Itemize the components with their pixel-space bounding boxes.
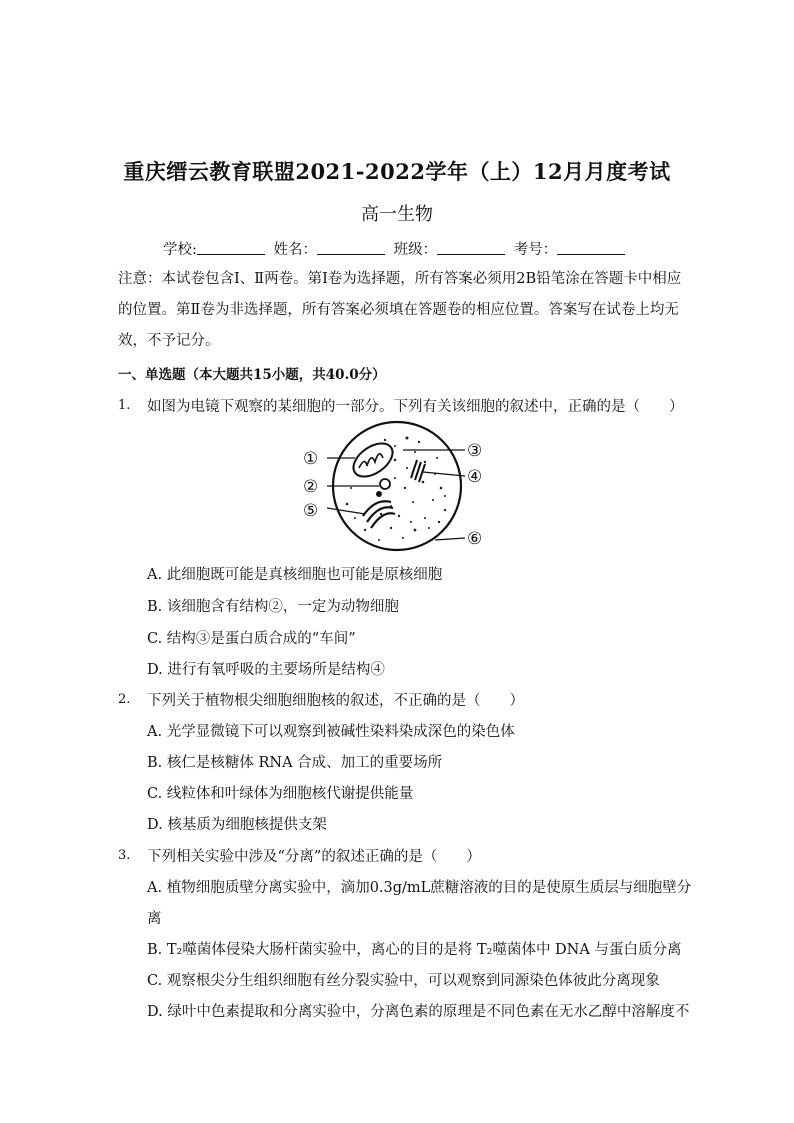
question-number: 3.: [118, 848, 131, 863]
class-blank[interactable]: [437, 241, 505, 255]
option-d[interactable]: D. 核基质为细胞核提供支架: [147, 817, 327, 833]
name-label: 姓名：: [273, 242, 317, 258]
option-b[interactable]: B. 该细胞含有结构②，一定为动物细胞: [147, 599, 399, 615]
option-d[interactable]: D. 绿叶中色素提取和分离实验中，分离色素的原理是不同色素在无水乙醇中溶解度不: [147, 1004, 690, 1020]
school-blank[interactable]: [197, 241, 265, 255]
figure-label: ③: [467, 441, 483, 461]
option-c[interactable]: C. 结构③是蛋白质合成的“车间”: [147, 631, 356, 647]
name-blank[interactable]: [317, 241, 385, 255]
exam-no-blank[interactable]: [557, 241, 625, 255]
figure-label: ⑤: [303, 501, 319, 521]
figure-label: ④: [467, 467, 483, 487]
exam-no-label: 考号：: [513, 242, 558, 258]
option-d[interactable]: D. 进行有氧呼吸的主要场所是结构④: [147, 662, 385, 678]
exam-subtitle: 高一生物: [361, 204, 433, 225]
question-stem: 下列关于植物根尖细胞细胞核的叙述，不正确的是（ ）: [147, 693, 524, 709]
option-b[interactable]: B. 核仁是核糖体 RNA 合成、加工的重要场所: [147, 755, 443, 771]
figure-label: ⑥: [467, 529, 483, 549]
option-c[interactable]: C. 线粒体和叶绿体为细胞核代谢提供能量: [147, 786, 414, 802]
question-stem: 下列相关实验中涉及“分离”的叙述正确的是（ ）: [147, 849, 481, 865]
section-title: 一、单选题（本大题共15小题，共40.0分）: [118, 367, 386, 383]
school-label: 学校:: [163, 242, 197, 258]
option-b[interactable]: B. T₂噬菌体侵染大肠杆菌实验中，离心的目的是将 T₂噬菌体中 DNA 与蛋白质分离: [147, 942, 682, 958]
option-a[interactable]: A. 植物细胞质壁分离实验中，滴加0.3g/mL蔗糖溶液的目的是使原生质层与细胞壁分: [147, 880, 692, 896]
class-label: 班级：: [393, 242, 438, 258]
option-a[interactable]: A. 此细胞既可能是真核细胞也可能是原核细胞: [147, 567, 443, 583]
student-info-line: [163, 238, 629, 259]
option-c[interactable]: C. 观察根尖分生组织细胞有丝分裂实验中，可以观察到同源染色体彼此分离现象: [147, 973, 660, 989]
option-a[interactable]: A. 光学显微镜下可以观察到被碱性染料染成深色的染色体: [147, 724, 515, 740]
figure-label: ①: [303, 449, 319, 469]
question-stem: 如图为电镜下观察的某细胞的一部分。下列有关该细胞的叙述中，正确的是（ ）: [147, 399, 684, 415]
figure-label: ②: [303, 477, 319, 497]
option-a-continued[interactable]: 离: [147, 911, 162, 927]
cell-diagram: [295, 418, 495, 558]
question-number: 1.: [118, 398, 131, 413]
exam-title: 重庆缙云教育联盟2021-2022学年（上）12月月度考试: [123, 159, 671, 184]
question-number: 2.: [118, 692, 131, 707]
exam-notice: 注意：本试卷包含Ⅰ、Ⅱ两卷。第Ⅰ卷为选择题，所有答案必须用2B铅笔涂在答题卡中相应的位置。第Ⅱ卷为非选择题，所有答案必须填在答题卷的相应位置。答案写在试卷上均无效，不予记分。: [118, 271, 682, 349]
